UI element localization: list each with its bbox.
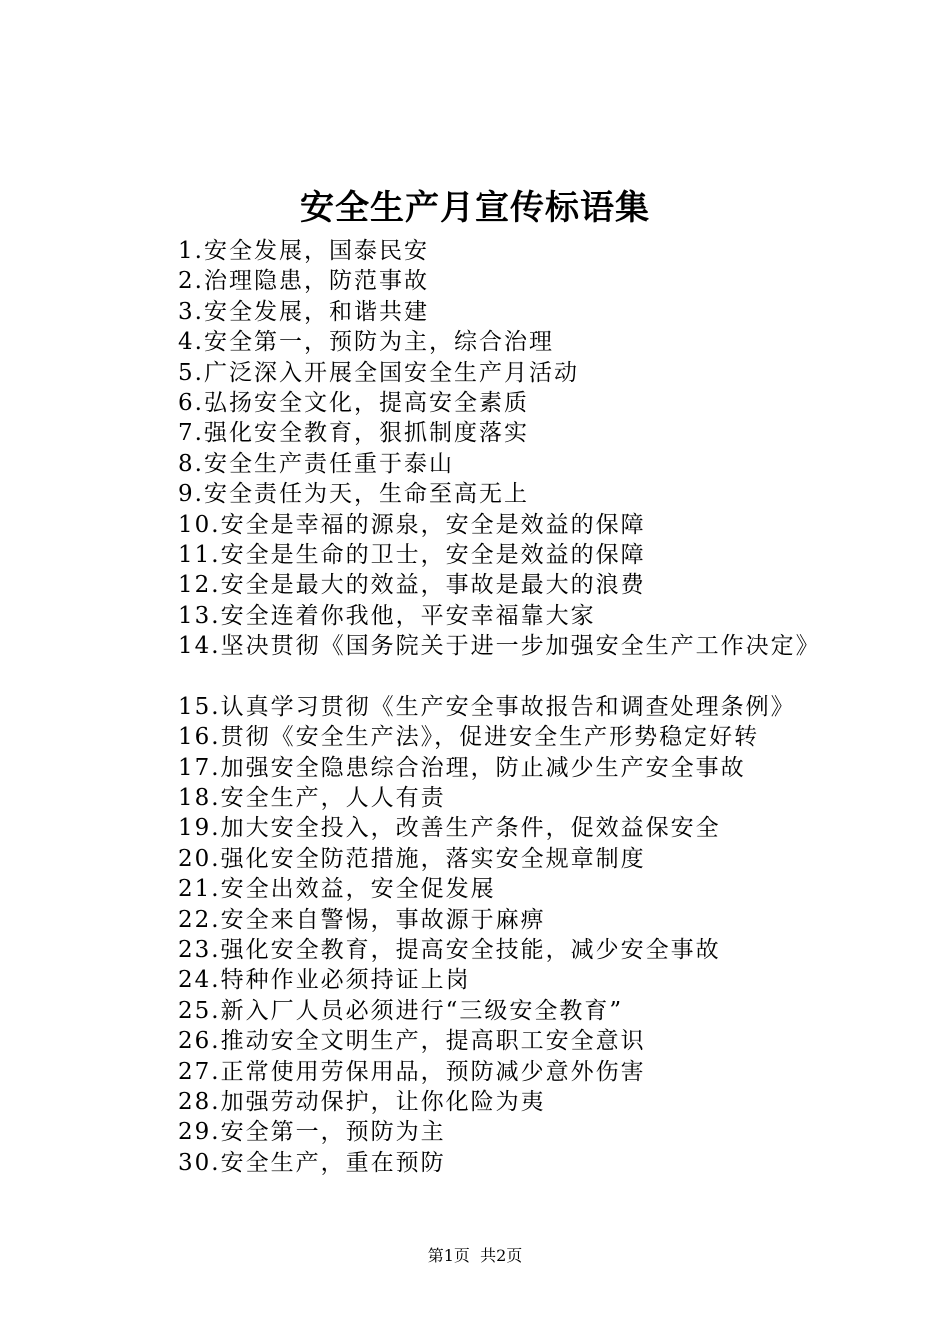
list-item: 26.推动安全文明生产，提高职工安全意识 xyxy=(178,1028,646,1055)
list-item: 2.治理隐患，防范事故 xyxy=(178,268,429,295)
list-item: 25.新入厂人员必须进行“三级安全教育” xyxy=(178,997,624,1024)
list-item: 8.安全生产责任重于泰山 xyxy=(178,450,454,477)
list-item: 15.认真学习贯彻《生产安全事故报告和调查处理条例》 xyxy=(178,693,796,720)
list-item: 18.安全生产，人人有责 xyxy=(178,785,446,812)
list-item: 10.安全是幸福的源泉，安全是效益的保障 xyxy=(178,511,646,538)
list-item: 9.安全责任为天，生命至高无上 xyxy=(178,481,529,508)
list-item: 22.安全来自警惕，事故源于麻痹 xyxy=(178,906,546,933)
list-item: 24.特种作业必须持证上岗 xyxy=(178,967,471,994)
list-item: 19.加大安全投入，改善生产条件，促效益保安全 xyxy=(178,815,721,842)
list-item: 12.安全是最大的效益，事故是最大的浪费 xyxy=(178,572,646,599)
document-title: 安全生产月宣传标语集 xyxy=(300,188,650,228)
list-item: 28.加强劳动保护，让你化险为夷 xyxy=(178,1088,546,1115)
slogan-list xyxy=(178,236,938,1178)
list-item: 27.正常使用劳保用品，预防减少意外伤害 xyxy=(178,1058,646,1085)
list-item: 13.安全连着你我他，平安幸福靠大家 xyxy=(178,602,596,629)
list-item: 6.弘扬安全文化，提高安全素质 xyxy=(178,389,529,416)
list-item: 30.安全生产，重在预防 xyxy=(178,1149,446,1176)
list-item: 17.加强安全隐患综合治理，防止减少生产安全事故 xyxy=(178,754,746,781)
list-item: 4.安全第一，预防为主，综合治理 xyxy=(178,329,554,356)
list-item: 20.强化安全防范措施，落实安全规章制度 xyxy=(178,845,646,872)
list-item: 7.强化安全教育，狠抓制度落实 xyxy=(178,420,529,447)
list-item: 23.强化安全教育，提高安全技能，减少安全事故 xyxy=(178,936,721,963)
list-item: 29.安全第一，预防为主 xyxy=(178,1119,446,1146)
list-item: 1.安全发展，国泰民安 xyxy=(178,238,429,264)
page-footer: 第1页 共2页 xyxy=(427,1246,523,1265)
list-item: 14.坚决贯彻《国务院关于进一步加强安全生产工作决定》 xyxy=(178,633,821,660)
list-item: 16.贯彻《安全生产法》，促进安全生产形势稳定好转 xyxy=(178,724,760,751)
list-item: 21.安全出效益，安全促发展 xyxy=(178,876,496,903)
list-item: 11.安全是生命的卫士，安全是效益的保障 xyxy=(178,541,646,568)
list-item: 5.广泛深入开展全国安全生产月活动 xyxy=(178,359,579,386)
list-item: 3.安全发展，和谐共建 xyxy=(178,298,429,325)
